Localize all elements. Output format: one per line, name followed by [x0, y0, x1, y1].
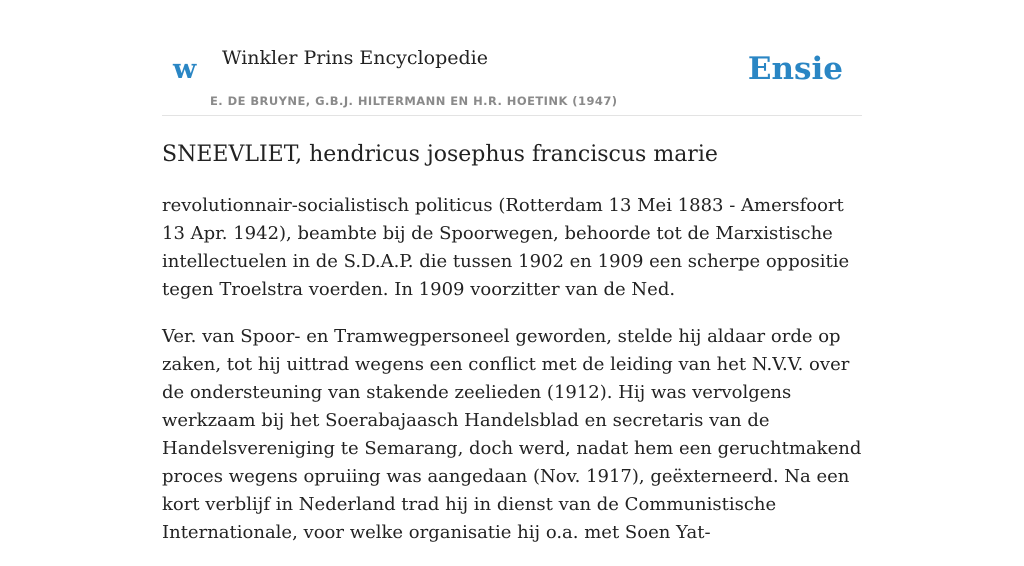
article-paragraph: Ver. van Spoor- en Tramwegpersoneel geworden, stelde hij aldaar orde op zaken, tot hij uittrad wegens een conflict met de leiding van het N.V.V. over de ondersteuning van stakende zeelieden (1912). Hij was vervolgens werkzaam bij het Soerabajaasch Handelsblad en secretaris van de Handelsvereniging te Semarang, doch werd, nadat hem een geruchtmakend proces wegens opruiing was aangedaan (Nov. 1917), geëxterneerd. Na een kort verblijf in Nederland trad hij in dienst van de Communistische Internationale, voor welke organisatie hij o.a. met Soen Yat-	[162, 326, 862, 543]
article-body	[162, 192, 868, 566]
site-title-link[interactable]: Winkler Prins Encyclopedie	[222, 47, 488, 69]
article-paragraph: revolutionnair-socialistisch politicus (Rotterdam 13 Mei 1883 - Amersfoort 13 Apr. 1942), beambte bij de Spoorwegen, behoorde tot de Marxistische intellectuelen in de S.D.A.P. die tussen 1902 en 1909 een scherpe oppositie tegen Troelstra voerden. In 1909 voorzitter van de Ned.	[162, 195, 850, 300]
authors-subtitle: E. DE BRUYNE, G.B.J. HILTERMANN EN H.R. HOETINK (1947)	[210, 94, 618, 108]
article-title: SNEEVLIET, hendricus josephus franciscus marie	[162, 142, 718, 167]
header-divider	[162, 115, 862, 116]
winkler-prins-logo[interactable]: w	[173, 54, 197, 85]
ensie-brand-logo[interactable]: Ensie	[747, 51, 843, 87]
